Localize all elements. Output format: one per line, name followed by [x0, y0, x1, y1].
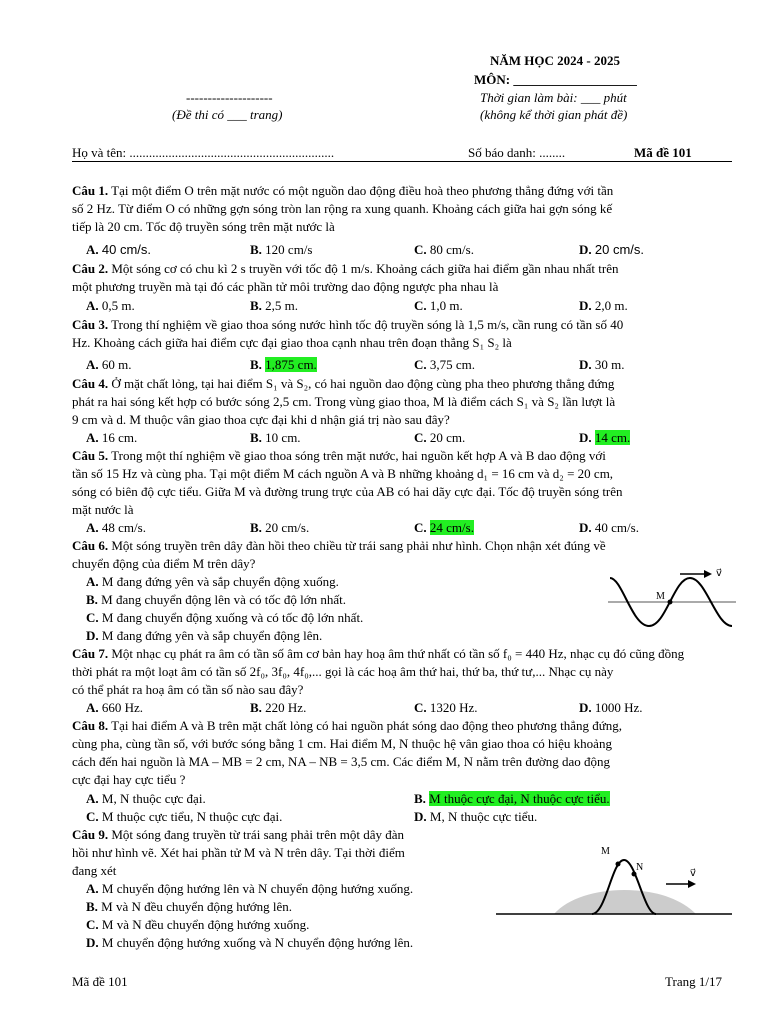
question-text: hồi như hình vẽ. Xét hai phần tử M và N trên dây. Tại thời điểm	[72, 845, 405, 860]
option-b[interactable]: B. M đang chuyển động lên và có tốc độ lớn nhất.	[86, 592, 346, 607]
option-a[interactable]: A. 60 m.	[86, 357, 132, 372]
question-text: Tại một điểm O trên mặt nước có một nguồn dao động điều hoà theo phương thẳng đứng với tần	[111, 183, 614, 198]
question-text: Hz. Khoảng cách giữa hai điểm cực đại giao thoa cạnh nhau trên đoạn thẳng S₁ S₂ là	[72, 335, 512, 350]
option-a[interactable]: A. 16 cm.	[86, 430, 138, 445]
question-number: Câu 7.	[72, 646, 109, 661]
option-b[interactable]: B. 10 cm.	[250, 430, 301, 445]
question-text: số 2 Hz. Từ điểm O có những gợn sóng tròn lan rộng ra xung quanh. Khoảng cách giữa hai gợn sóng kế	[72, 201, 613, 216]
question-text: phát ra hai sóng kết hợp có bước sóng 2,5 cm. Trong vùng giao thoa, M là điểm cách S₁ và S₂ lần lượt là	[72, 394, 616, 409]
exam-time-note: (không kể thời gian phát đề)	[480, 107, 628, 122]
option-b[interactable]: B. 20 cm/s.	[250, 520, 310, 535]
question-number: Câu 8.	[72, 718, 109, 733]
header-dashes: --------------------	[186, 90, 273, 105]
question-text: chuyển động của điểm M trên dây?	[72, 556, 256, 571]
option-c[interactable]: C. M đang chuyển động xuống và có tốc độ lớn nhất.	[86, 610, 364, 625]
option-d[interactable]: D. 40 cm/s.	[579, 520, 639, 535]
pulse-wave-figure	[496, 840, 734, 924]
question-text: tiếp là 20 cm. Tốc độ truyền sóng trên mặt nước là	[72, 219, 335, 234]
candidate-name-field: Họ và tên: ...............................................................	[72, 145, 335, 160]
exam-code: Mã đề 101	[634, 145, 692, 160]
question-text: thời phát ra một loạt âm có tần số 2f₀, 3f₀, 4f₀,... gọi là các hoạ âm thứ hai, thứ ba, thứ tư,... Nhạc cụ này	[72, 664, 614, 679]
option-d[interactable]: D. 30 m.	[579, 357, 625, 372]
option-c[interactable]: C. 1,0 m.	[414, 298, 463, 313]
question-text: Trong một thí nghiệm về giao thoa sóng trên mặt nước, hai nguồn kết hợp A và B dao động với	[111, 448, 606, 463]
exam-subject: MÔN: ___________________	[474, 72, 637, 87]
option-a[interactable]: A. M, N thuộc cực đại.	[86, 791, 206, 806]
option-b[interactable]: B. 1,875 cm.	[250, 357, 317, 372]
highlighted-answer: 1,875 cm.	[265, 357, 317, 372]
option-b[interactable]: B. M thuộc cực đại, N thuộc cực tiểu.	[414, 791, 610, 806]
option-b[interactable]: B. M và N đều chuyển động hướng lên.	[86, 899, 293, 914]
option-a[interactable]: A. 660 Hz.	[86, 700, 144, 715]
question-number: Câu 6.	[72, 538, 109, 553]
option-d[interactable]: D. 20 cm/s.	[579, 242, 645, 257]
question-text: Trong thí nghiệm về giao thoa sóng nước hình tốc độ truyền sóng là 1,5 m/s, cần rung có tần số 40	[111, 317, 624, 332]
option-c[interactable]: C. M và N đều chuyển động hướng xuống.	[86, 917, 310, 932]
option-b[interactable]: B. 2,5 m.	[250, 298, 299, 313]
option-a[interactable]: A. M chuyển động hướng lên và N chuyển động hướng xuống.	[86, 881, 414, 896]
question-text: đang xét	[72, 863, 117, 878]
exam-time: Thời gian làm bài: ___ phút	[480, 90, 627, 105]
question-number: Câu 5.	[72, 448, 109, 463]
footer-exam-code: Mã đề 101	[72, 974, 128, 989]
option-d[interactable]: D. 1000 Hz.	[579, 700, 643, 715]
label-n: N	[636, 862, 644, 873]
footer-page-number: Trang 1/17	[665, 974, 722, 989]
option-d[interactable]: D. M, N thuộc cực tiểu.	[414, 809, 538, 824]
option-c[interactable]: C. 24 cm/s.	[414, 520, 474, 535]
label-v: v⃗	[716, 568, 722, 579]
question-text: Một nhạc cụ phát ra âm có tần số âm cơ bản hay hoạ âm thứ nhất có tần số f₀ = 440 Hz, nhạc cụ đó cũng đồng	[111, 646, 685, 661]
arrow-head	[688, 880, 696, 888]
question-number: Câu 1.	[72, 183, 109, 198]
point-m	[616, 862, 621, 867]
option-c[interactable]: C. 3,75 cm.	[414, 357, 476, 372]
question-text: một phương truyền mà tại đó các phần tử môi trường dao động ngược pha nhau là	[72, 279, 499, 294]
question-text: cách đến hai nguồn là MA – MB = 2 cm, NA – NB = 3,5 cm. Các điểm M, N nằm trên đường dao động	[72, 754, 611, 769]
question-text: Ở mặt chất lỏng, tại hai điểm S₁ và S₂, có hai nguồn dao động cùng pha theo phương thẳng đứng	[111, 376, 615, 391]
option-a[interactable]: A. 40 cm/s.	[86, 242, 152, 257]
question-text: sóng có biên độ cực tiểu. Giữa M và đường trung trực của AB có hai dãy cực đại. Tốc độ truyền sóng trên	[72, 484, 623, 499]
question-text: Một sóng đang truyền từ trái sang phải trên một dây đàn	[111, 827, 405, 842]
question-text: Tại hai điểm A và B trên mặt chất lỏng có hai nguồn phát sóng dao động theo phương thẳng đứng,	[111, 718, 623, 733]
exam-year: NĂM HỌC 2024 - 2025	[490, 53, 620, 68]
option-c[interactable]: C. M thuộc cực tiểu, N thuộc cực đại.	[86, 809, 283, 824]
option-c[interactable]: C. 1320 Hz.	[414, 700, 478, 715]
highlighted-answer: 24 cm/s.	[429, 520, 474, 535]
option-b[interactable]: B. 220 Hz.	[250, 700, 307, 715]
label-v: v⃗	[690, 868, 696, 879]
option-a[interactable]: A. 48 cm/s.	[86, 520, 146, 535]
option-d[interactable]: D. M chuyển động hướng xuống và N chuyển động hướng lên.	[86, 935, 414, 950]
option-d[interactable]: D. 2,0 m.	[579, 298, 628, 313]
question-number: Câu 9.	[72, 827, 109, 842]
question-number: Câu 2.	[72, 261, 109, 276]
point-m	[668, 600, 673, 605]
question-text: Một sóng truyền trên dây đàn hồi theo chiều từ trái sang phải như hình. Chọn nhận xét đúng về	[111, 538, 606, 553]
highlighted-answer: M thuộc cực đại, N thuộc cực tiểu.	[429, 791, 610, 806]
question-text: Một sóng cơ có chu kì 2 s truyền với tốc độ 1 m/s. Khoảng cách giữa hai điểm gần nhau nhất trên	[111, 261, 619, 276]
option-c[interactable]: C. 20 cm.	[414, 430, 466, 445]
option-d[interactable]: D. 14 cm.	[579, 430, 631, 445]
question-text: tần số 15 Hz và cùng pha. Tại một điểm M cách nguồn A và B những khoảng d₁ = 16 cm và d₂ = 20 cm,	[72, 466, 614, 481]
option-b[interactable]: B. 120 cm/s	[250, 242, 313, 257]
header-divider	[72, 161, 732, 162]
sine-wave-figure	[608, 560, 738, 646]
question-number: Câu 4.	[72, 376, 109, 391]
shadow-region	[554, 890, 696, 914]
option-a[interactable]: A. 0,5 m.	[86, 298, 135, 313]
label-m: M	[656, 591, 665, 602]
page-count-note: (Đề thi có ___ trang)	[172, 107, 283, 122]
question-text: cực đại hay cực tiểu ?	[72, 772, 186, 787]
label-m: M	[601, 846, 610, 857]
candidate-id-field: Số báo danh: ........	[468, 145, 566, 160]
question-text: cùng pha, cùng tần số, với bước sóng bằng 1 cm. Hai điểm M, N thuộc hệ vân giao thoa có hiệu khoảng	[72, 736, 612, 751]
option-a[interactable]: A. M đang đứng yên và sắp chuyển động xuống.	[86, 574, 339, 589]
question-text: có thể phát ra hoạ âm có tần số nào sau đây?	[72, 682, 304, 697]
question-number: Câu 3.	[72, 317, 109, 332]
option-d[interactable]: D. M đang đứng yên và sắp chuyển động lên.	[86, 628, 323, 643]
arrow-head	[704, 570, 712, 578]
highlighted-answer: 14 cm.	[594, 430, 631, 445]
question-text: 9 cm và d. M thuộc vân giao thoa cực đại khi d nhận giá trị nào sau đây?	[72, 412, 450, 427]
option-c[interactable]: C. 80 cm/s.	[414, 242, 474, 257]
question-text: mặt nước là	[72, 502, 134, 517]
